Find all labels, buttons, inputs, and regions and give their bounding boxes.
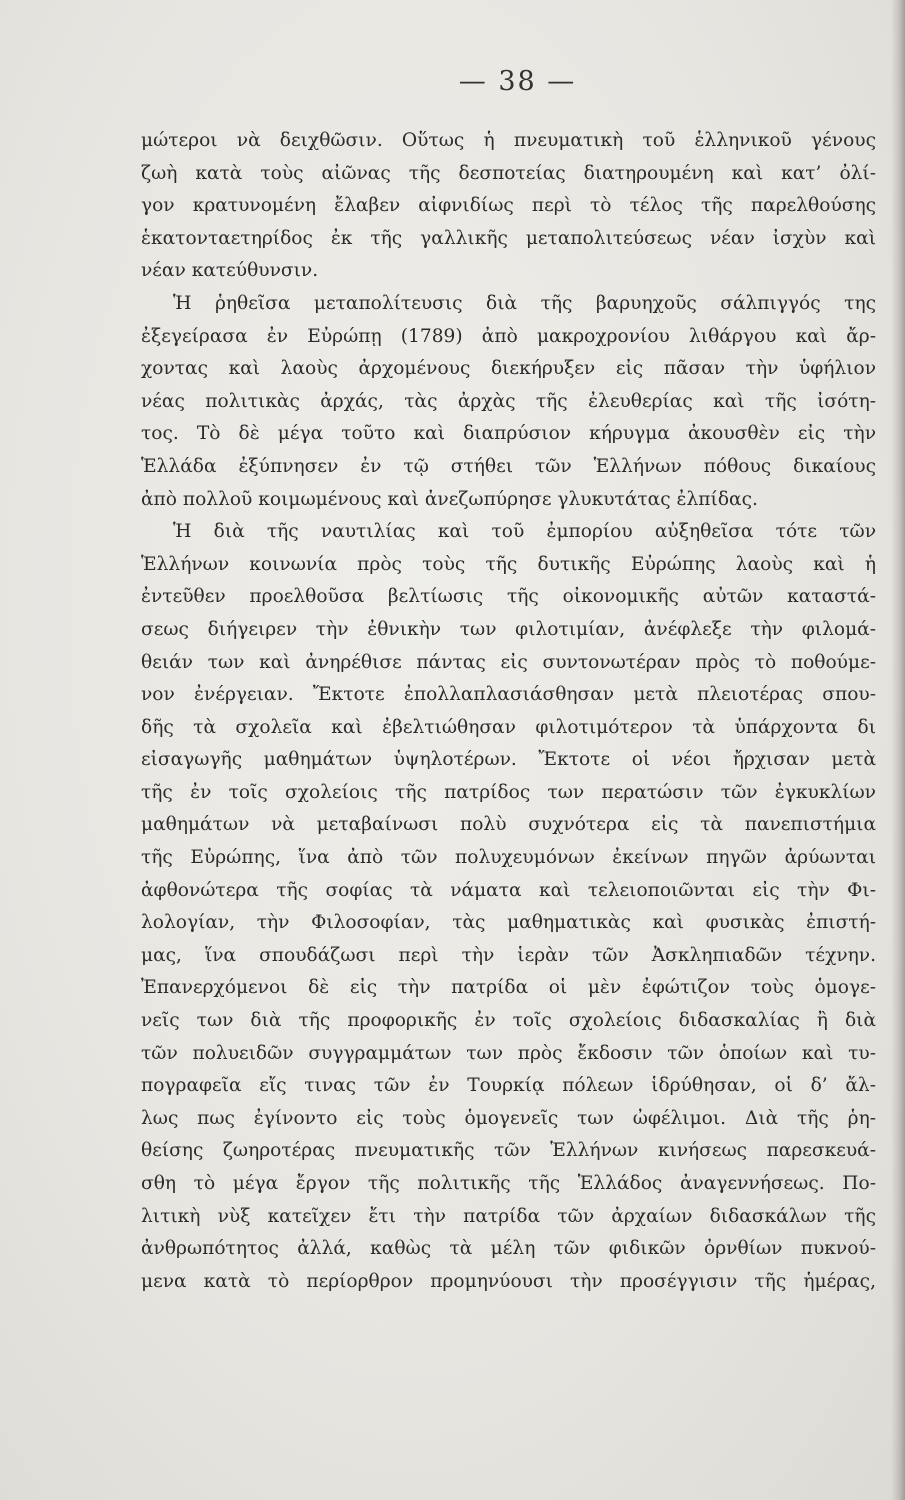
text-line: πογραφεῖα εἴς τινας τῶν ἐν Τουρκίᾳ πόλεων ἱδρύθησαν, οἱ δ’ ἄλ- <box>141 1075 876 1097</box>
text-line: τος. Τὸ δὲ μέγα τοῦτο καὶ διαπρύσιον κήρυγμα ἀκουσθὲν εἰς τὴν <box>141 423 876 445</box>
text-line: ἀπὸ πολλοῦ κοιμωμένους καὶ ἀνεζωπύρησε γλυκυτάτας ἐλπίδας. <box>141 488 758 510</box>
text-line: ἐντεῦθεν προελθοῦσα βελτίωσις τῆς οἰκονομικῆς αὐτῶν καταστά- <box>141 586 876 608</box>
page-edge-shadow <box>891 0 905 1500</box>
text-line: νέαν κατεύθυνσιν. <box>141 260 319 282</box>
text-line: Ἡ διὰ τῆς ναυτιλίας καὶ τοῦ ἐμπορίου αὐξηθεῖσα τότε τῶν <box>173 521 876 543</box>
text-line: μώτεροι νὰ δειχθῶσιν. Οὕτως ἡ πνευματικὴ τοῦ ἑλληνικοῦ γένους <box>141 130 876 151</box>
text-line: θείσης ζωηροτέρας πνευματικῆς τῶν Ἑλλήνων κινήσεως παρεσκευά- <box>141 1140 876 1162</box>
text-line: θειάν των καὶ ἀνηρέθισε πάντας εἰς συντονωτέραν πρὸς τὸ ποθούμε- <box>141 651 876 673</box>
text-line: μαθημάτων νὰ μεταβαίνωσι πολὺ συχνότερα εἰς τὰ πανεπιστήμια <box>141 814 876 836</box>
text-line: νον ἐνέργειαν. Ἔκτοτε ἐπολλαπλασιάσθησαν μετὰ πλειοτέρας σπου- <box>141 684 876 706</box>
text-line: εἰσαγωγῆς μαθημάτων ὑψηλοτέρων. Ἔκτοτε οἱ νέοι ἤρχισαν μετὰ <box>141 749 876 771</box>
text-line: χοντας καὶ λαοὺς ἀρχομένους διεκήρυξεν εἰς πᾶσαν τὴν ὑφήλιον <box>141 358 876 380</box>
text-line: ἑκατονταετηρίδος ἐκ τῆς γαλλικῆς μεταπολιτεύσεως νέαν ἰσχὺν καὶ <box>141 227 876 249</box>
page-number: — 38 — <box>458 66 577 97</box>
text-line: λως πως ἐγίνοντο εἰς τοὺς ὁμογενεῖς των ὠφέλιμοι. Διὰ τῆς ῥη- <box>141 1107 876 1129</box>
text-line: λολογίαν, τὴν Φιλοσοφίαν, τὰς μαθηματικὰς καὶ φυσικὰς ἐπιστή- <box>141 912 876 934</box>
text-line: Ἑλλήνων κοινωνία πρὸς τοὺς τῆς δυτικῆς Εὐρώπης λαοὺς καὶ ἡ <box>141 553 876 575</box>
body-text <box>141 125 876 1298</box>
text-line: Ἡ ῥηθεῖσα μεταπολίτευσις διὰ τῆς βαρυηχοῦς σάλπιγγός της <box>173 292 876 314</box>
text-line: νέας πολιτικὰς ἀρχάς, τὰς ἀρχὰς τῆς ἐλευθερίας καὶ τῆς ἰσότη- <box>141 390 876 412</box>
text-line: τῶν πολυειδῶν συγγραμμάτων των πρὸς ἔκδοσιν τῶν ὁποίων καὶ τυ- <box>141 1042 876 1064</box>
text-line: Ἐπανερχόμενοι δὲ εἰς τὴν πατρίδα οἱ μὲν ἐφώτιζον τοὺς ὁμογε- <box>141 977 876 999</box>
text-line: μας, ἵνα σπουδάζωσι περὶ τὴν ἱερὰν τῶν Ἀσκληπιαδῶν τέχνην. <box>141 944 876 966</box>
text-line: νεῖς των διὰ τῆς προφορικῆς ἐν τοῖς σχολείοις διδασκαλίας ἢ διὰ <box>141 1010 876 1032</box>
text-line: σθη τὸ μέγα ἔργον τῆς πολιτικῆς τῆς Ἑλλάδος ἀναγεννήσεως. Πο- <box>141 1173 876 1194</box>
text-line: ζωὴ κατὰ τοὺς αἰῶνας τῆς δεσποτείας διατηρουμένη καὶ κατ’ ὀλί- <box>141 162 876 184</box>
text-line: γον κρατυνομένη ἔλαβεν αἰφνιδίως περὶ τὸ τέλος τῆς παρελθούσης <box>141 195 876 217</box>
text-line: τῆς Εὐρώπης, ἵνα ἀπὸ τῶν πολυχευμόνων ἐκείνων πηγῶν ἀρύωνται <box>141 847 876 869</box>
text-line: ἀφθονώτερα τῆς σοφίας τὰ νάματα καὶ τελειοποιῶνται εἰς τὴν Φι- <box>141 879 876 901</box>
text-line: μενα κατὰ τὸ περίορθρον προμηνύουσι τὴν προσέγγισιν τῆς ἡμέρας, <box>141 1270 876 1292</box>
text-line: ἐξεγείρασα ἐν Εὐρώπῃ (1789) ἀπὸ μακροχρονίου λιθάργου καὶ ἄρ- <box>141 325 876 347</box>
text-line: τῆς ἐν τοῖς σχολείοις τῆς πατρίδος των περατώσιν τῶν ἐγκυκλίων <box>141 781 876 803</box>
text-line: δῆς τὰ σχολεῖα καὶ ἐβελτιώθησαν φιλοτιμότερον τὰ ὑπάρχοντα δι <box>141 716 876 738</box>
text-line: λιτικὴ νὺξ κατεῖχεν ἔτι τὴν πατρίδα τῶν ἀρχαίων διδασκάλων τῆς <box>141 1205 876 1227</box>
text-line: σεως διήγειρεν τὴν ἐθνικὴν των φιλοτιμίαν, ἀνέφλεξε τὴν φιλομά- <box>141 618 876 640</box>
text-line: ἀνθρωπότητος ἀλλά, καθὼς τὰ μέλη τῶν φιδικῶν ὀρνθίων πυκνού- <box>141 1238 876 1260</box>
text-line: Ἑλλάδα ἐξύπνησεν ἐν τῷ στήθει τῶν Ἑλλήνων πόθους δικαίους <box>141 455 876 477</box>
